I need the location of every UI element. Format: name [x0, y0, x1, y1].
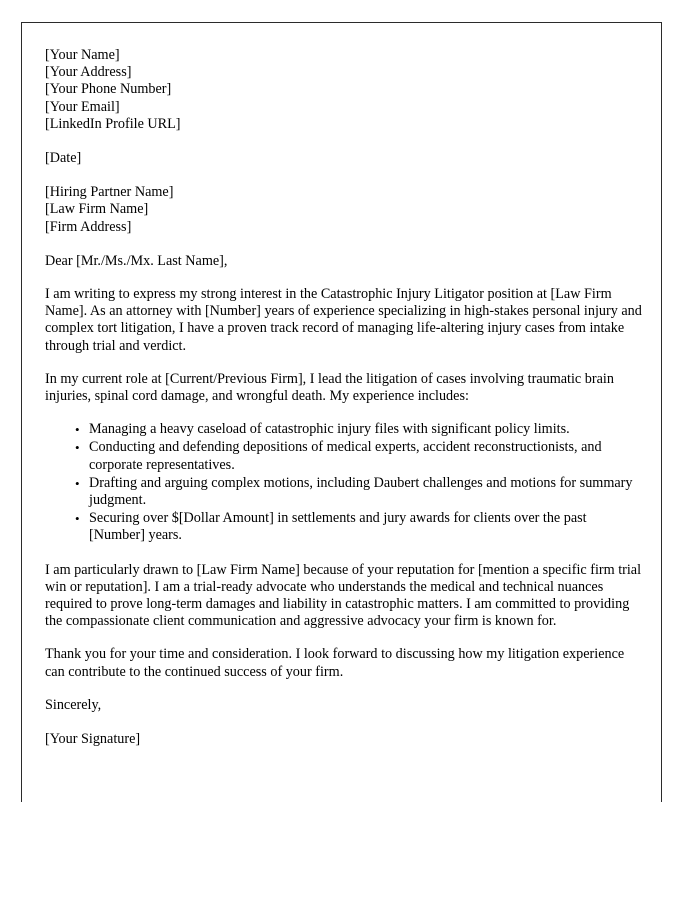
list-item: • Securing over $[Dollar Amount] in settlements and jury awards for clients over the past [Number] years. — [45, 510, 642, 544]
experience-list — [45, 421, 642, 544]
sender-phone: [Your Phone Number] — [45, 81, 172, 98]
valediction-text: Sincerely, — [45, 696, 102, 713]
salutation: Dear [Mr./Ms./Mx. Last Name], — [45, 252, 228, 269]
recipient-name: [Hiring Partner Name] — [45, 184, 174, 201]
recipient-address-block — [45, 184, 642, 236]
body-paragraph-2: In my current role at [Current/Previous Firm], I lead the litigation of cases involving traumatic brain injuries, spinal cord damage, and wrongful death. My experience includes: — [45, 370, 614, 405]
letter-body — [45, 47, 642, 748]
recipient-firm: [Law Firm Name] — [45, 201, 149, 218]
date-block — [45, 150, 642, 167]
sender-email: [Your Email] — [45, 98, 120, 115]
list-item: • Conducting and defending depositions of medical experts, accident reconstructionists, and corporate representatives. — [45, 439, 642, 473]
body-paragraph-4: Thank you for your time and consideration. I look forward to discussing how my litigation experience can contribute to the continued success of your firm. — [45, 646, 625, 680]
sender-linkedin: [LinkedIn Profile URL] — [45, 115, 181, 132]
signature-block — [45, 731, 642, 748]
document-page — [21, 22, 662, 802]
valediction — [45, 697, 642, 714]
body-paragraph-1: I am writing to express my strong interest in the Catastrophic Injury Litigator position at [Law Firm Name]. As an attorney with [Number] years of experience specializing in high-stakes personal injury and complex tort litigation, I have a proven track record of managing life-altering injury cases from intake through trial and verdict. — [45, 286, 642, 354]
signature-placeholder: [Your Signature] — [45, 731, 141, 748]
body-paragraph-3: I am particularly drawn to [Law Firm Name] because of your reputation for [mention a specific firm trial win or reputation]. I am a trial-ready advocate who understands the medical and technical nuances required to prove long-term damages and liability in catastrophic matters. I am committed to providing the compassionate client communication and aggressive advocacy your firm is known for. — [45, 561, 642, 630]
letter-date: [Date] — [45, 150, 82, 167]
list-item: • Drafting and arguing complex motions, including Daubert challenges and motions for summary judgment. — [45, 475, 642, 509]
sender-address-block — [45, 47, 642, 133]
sender-address: [Your Address] — [45, 64, 132, 81]
sender-name: [Your Name] — [45, 47, 120, 63]
recipient-address: [Firm Address] — [45, 218, 132, 235]
list-item: • Managing a heavy caseload of catastrophic injury files with significant policy limits. — [45, 421, 642, 438]
